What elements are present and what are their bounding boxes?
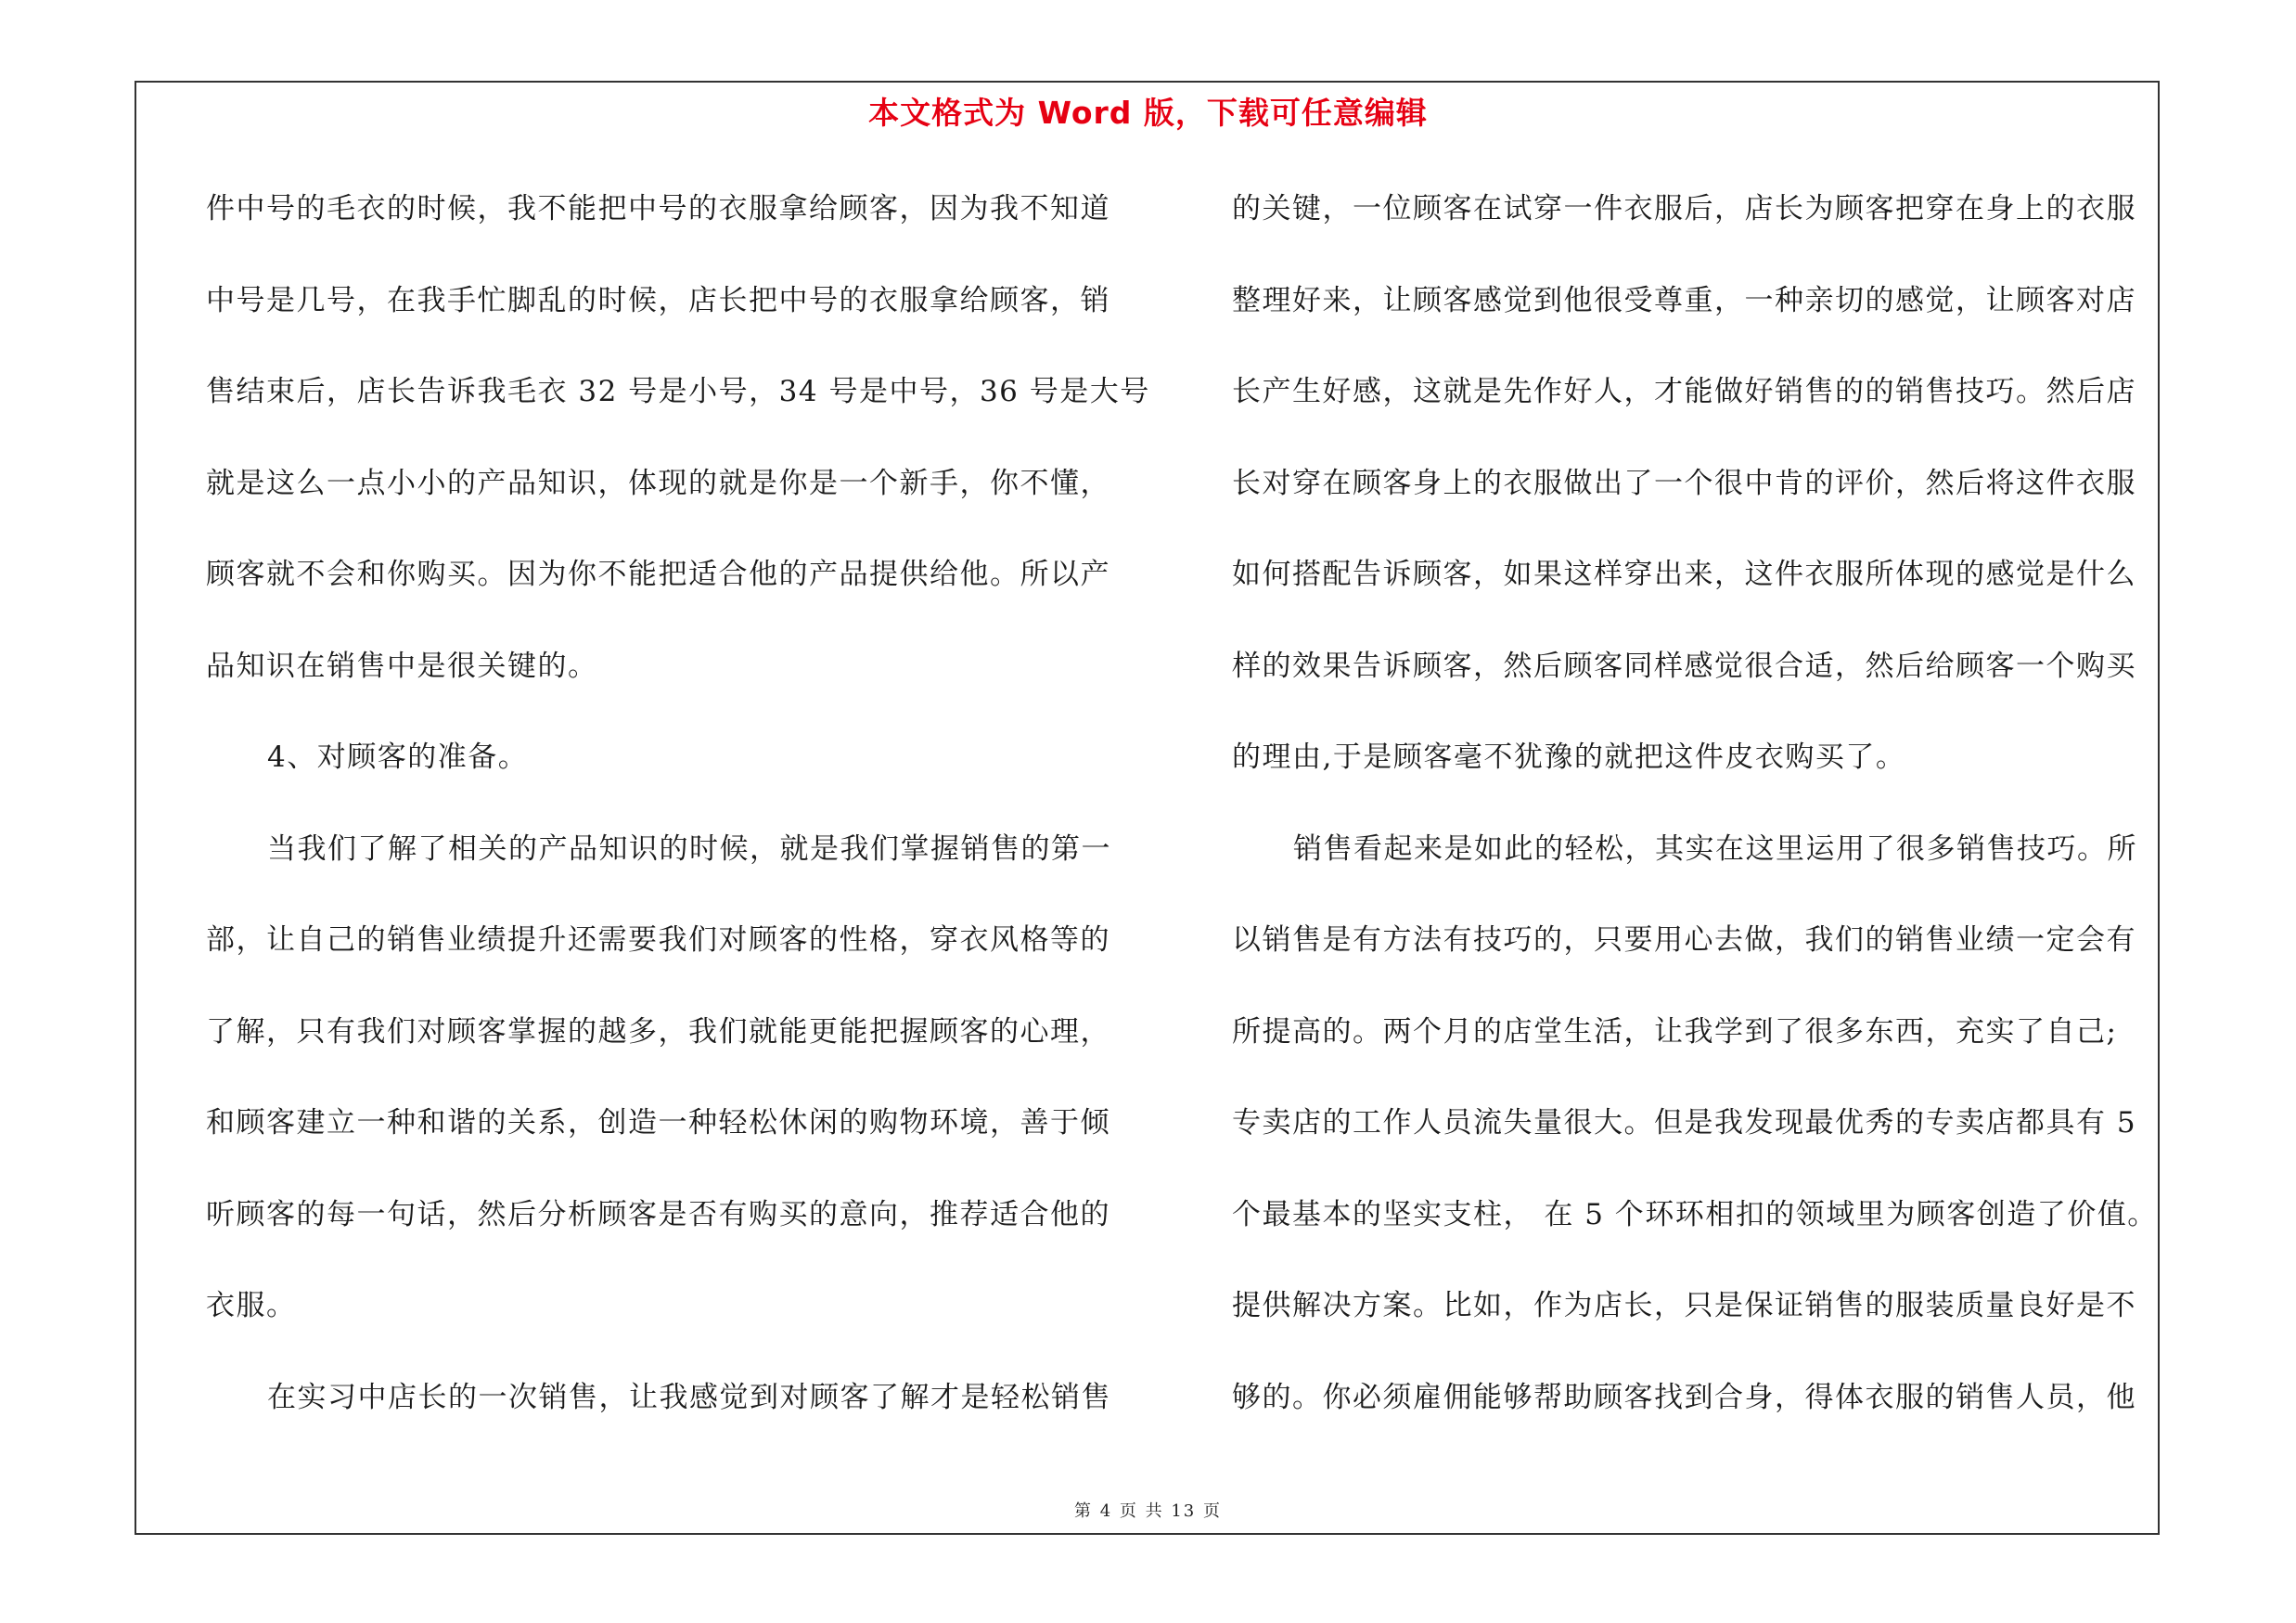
text-line: 销售看起来是如此的轻松，其实在这里运用了很多销售技巧。所 xyxy=(1293,831,2137,866)
text-line: 个最基本的坚实支柱， 在 5 个环环相扣的领域里为顾客创造了价值。 xyxy=(1232,1197,2158,1231)
text-line: 就是这么一点小小的产品知识，体现的就是你是一个新手，你不懂， xyxy=(206,466,1110,500)
text-line: 专卖店的工作人员流失量很大。但是我发现最优秀的专卖店都具有 5 xyxy=(1232,1106,2137,1140)
section-heading: 4、对顾客的准备。 xyxy=(267,741,529,774)
text-line: 长产生好感，这就是先作好人，才能做好销售的的销售技巧。然后店 xyxy=(1232,375,2136,408)
text-line: 顾客就不会和你购买。因为你不能把适合他的产品提供给他。所以产 xyxy=(206,558,1110,591)
text-line: 件中号的毛衣的时候，我不能把中号的衣服拿给顾客，因为我不知道 xyxy=(206,192,1110,225)
right-text-column xyxy=(1232,186,2158,1465)
text-line: 当我们了解了相关的产品知识的时候，就是我们掌握销售的第一 xyxy=(267,831,1111,866)
text-line: 售结束后，店长告诉我毛衣 32 号是小号，34 号是中号，36 号是大号 xyxy=(206,375,1150,408)
text-line: 品知识在销售中是很关键的。 xyxy=(206,649,598,683)
text-line: 以销售是有方法有技巧的，只要用心去做，我们的销售业绩一定会有 xyxy=(1232,923,2136,957)
text-line: 够的。你必须雇佣能够帮助顾客找到合身，得体衣服的销售人员，他 xyxy=(1232,1380,2136,1414)
text-line: 了解，只有我们对顾客掌握的越多，我们就能更能把握顾客的心理， xyxy=(206,1014,1110,1049)
editable-banner: 本文格式为 Word 版，下载可任意编辑 xyxy=(868,95,1428,131)
text-line: 的关键，一位顾客在试穿一件衣服后，店长为顾客把穿在身上的衣服 xyxy=(1232,192,2136,225)
text-line: 衣服。 xyxy=(206,1289,297,1322)
text-line: 整理好来，让顾客感觉到他很受尊重，一种亲切的感觉，让顾客对店 xyxy=(1232,283,2136,317)
text-line: 中号是几号，在我手忙脚乱的时候，店长把中号的衣服拿给顾客，销 xyxy=(206,283,1110,317)
text-line: 所提高的。两个月的店堂生活，让我学到了很多东西，充实了自己; xyxy=(1232,1014,2118,1049)
text-line: 部，让自己的销售业绩提升还需要我们对顾客的性格，穿衣风格等的 xyxy=(206,923,1110,957)
left-text-column xyxy=(206,186,1150,1465)
text-line: 样的效果告诉顾客，然后顾客同样感觉很合适，然后给顾客一个购买 xyxy=(1232,649,2136,683)
text-line: 长对穿在顾客身上的衣服做出了一个很中肯的评价，然后将这件衣服 xyxy=(1232,466,2136,500)
text-line: 的理由,于是顾客毫不犹豫的就把这件皮衣购买了。 xyxy=(1232,741,1906,774)
text-line: 提供解决方案。比如，作为店长，只是保证销售的服装质量良好是不 xyxy=(1232,1289,2136,1322)
text-line: 在实习中店长的一次销售，让我感觉到对顾客了解才是轻松销售 xyxy=(267,1380,1111,1414)
text-line: 听顾客的每一句话，然后分析顾客是否有购买的意向，推荐适合他的 xyxy=(206,1197,1110,1231)
text-line: 如何搭配告诉顾客，如果这样穿出来，这件衣服所体现的感觉是什么 xyxy=(1232,558,2136,591)
text-line: 和顾客建立一种和谐的关系，创造一种轻松休闲的购物环境，善于倾 xyxy=(206,1106,1110,1140)
page-number-footer: 第 4 页 共 13 页 xyxy=(1074,1501,1222,1521)
